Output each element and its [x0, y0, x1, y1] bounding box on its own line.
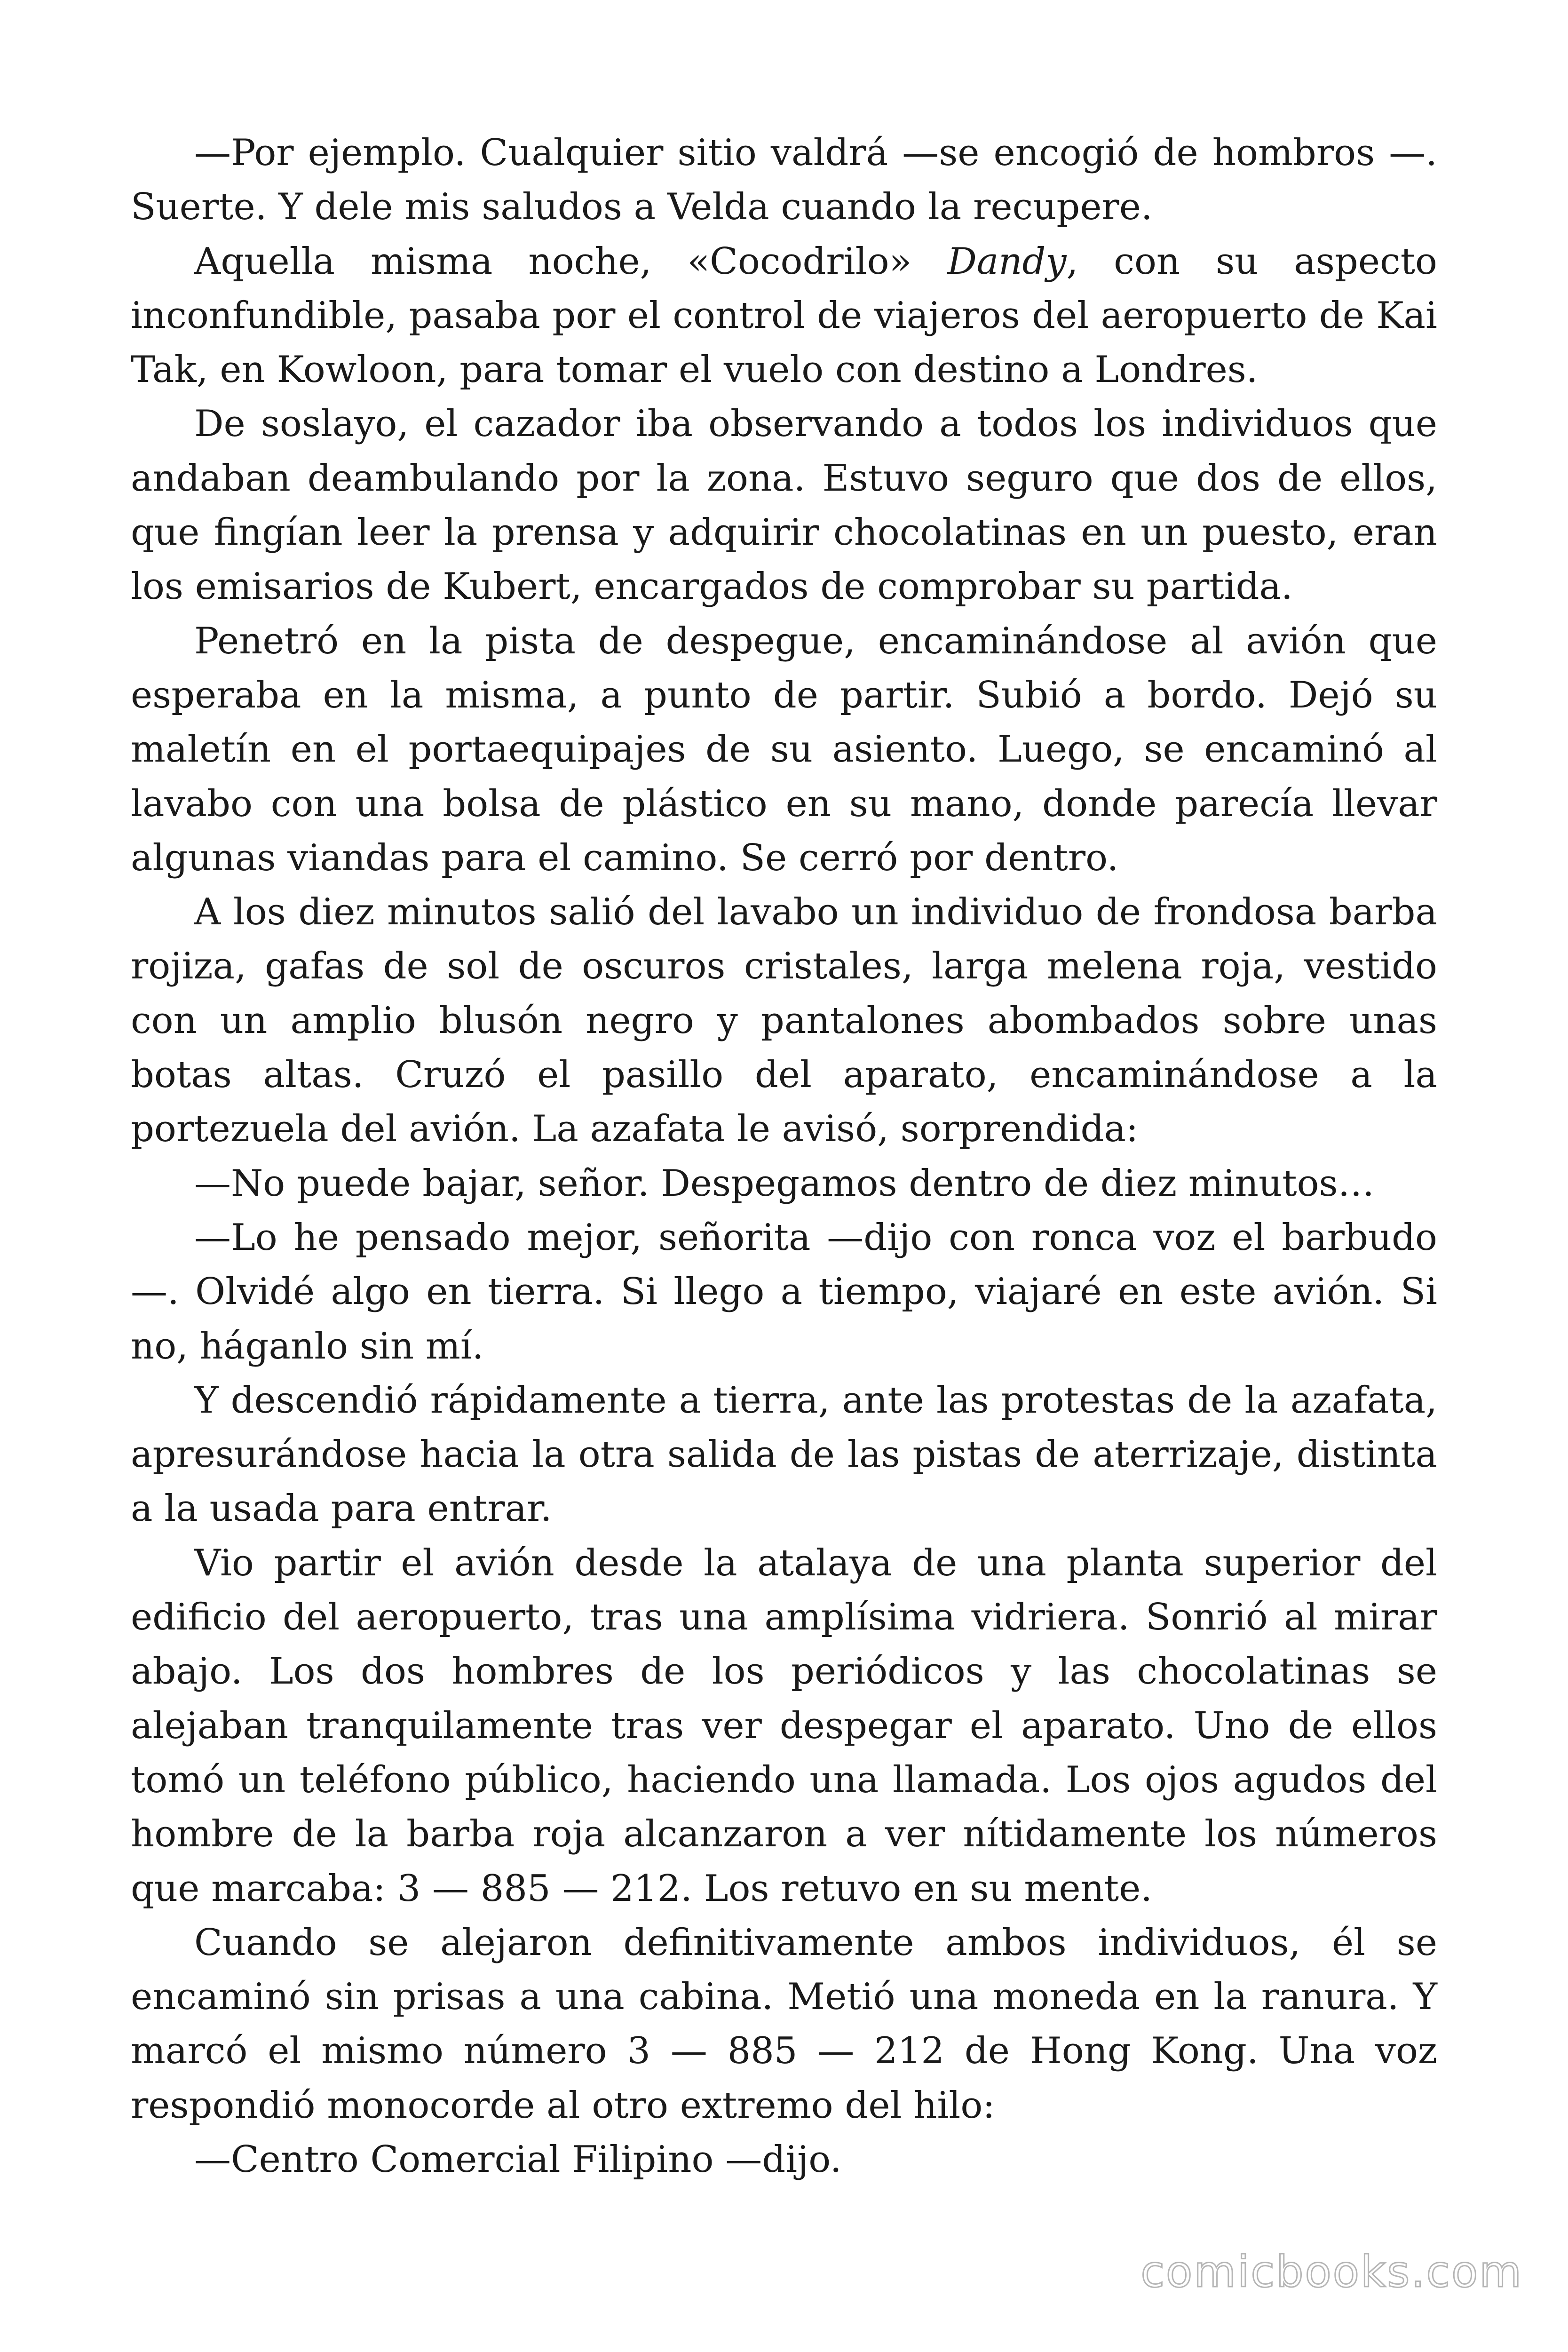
paragraph-8: Y descendió rápidamente a tierra, ante las protestas de la azafata, apresurándose hacia la otra salida de las pistas de aterrizaje, distinta a la usada para entrar. — [131, 1379, 1437, 1530]
paragraph-7: —Lo he pensado mejor, señorita —dijo con ronca voz el barbudo —. Olvidé algo en tierra. Si llego a tiempo, viajaré en este avión. Si no, háganlo sin mí. — [131, 1216, 1437, 1367]
paragraph-6: —No puede bajar, señor. Despegamos dentro de diez minutos… — [194, 1162, 1375, 1205]
paragraph-10: Cuando se alejaron definitivamente ambos individuos, él se encaminó sin prisas a una cabina. Metió una moneda en la ranura. Y marcó el mismo número 3 — 885 — 212 de Hong Kong. Una voz respondió monocorde al otro extremo del hilo: — [131, 1921, 1437, 2127]
paragraph-4: Penetró en la pista de despegue, encaminándose al avión que esperaba en la misma, a punto de partir. Subió a bordo. Dejó su maletín en el portaequipajes de su asiento. Luego, se encaminó al lavabo con una bolsa de plástico en su mano, donde parecía llevar algunas viandas para el camino. Se cerró por dentro. — [131, 620, 1437, 879]
paragraph-2-start: Aquella misma noche, «Cocodrilo» — [194, 240, 948, 283]
paragraph-11: —Centro Comercial Filipino —dijo. — [194, 2138, 842, 2181]
paragraph-2-italic: Dandy — [947, 240, 1067, 283]
paragraph-5: A los diez minutos salió del lavabo un individuo de frondosa barba rojiza, gafas de sol de oscuros cristales, larga melena roja, vestido con un amplio blusón negro y pantalones abombados sobre unas botas altas. Cruzó el pasillo del aparato, encaminándose a la portezuela del avión. La azafata le avisó, sorprendida: — [131, 891, 1437, 1151]
page-body — [131, 126, 1437, 2187]
paragraph-2-end: , con su aspecto inconfundible, pasaba por el control de viajeros del aeropuerto de Kai Tak, en Kowloon, para tomar el vuelo con destino a Londres. — [131, 240, 1437, 391]
paragraph-2 — [131, 235, 1437, 397]
paragraph-3: De soslayo, el cazador iba observando a todos los individuos que andaban deambulando por la zona. Estuvo seguro que dos de ellos, que fingían leer la prensa y adquirir chocolatinas en un puesto, eran los emisarios de Kubert, encargados de comprobar su partida. — [131, 403, 1437, 608]
watermark: comicbooks.com — [1140, 2247, 1523, 2297]
paragraph-1: —Por ejemplo. Cualquier sitio valdrá —se encogió de hombros —. Suerte. Y dele mis saludos a Velda cuando la recupere. — [131, 132, 1437, 229]
paragraph-9: Vio partir el avión desde la atalaya de una planta superior del edificio del aeropuerto, tras una amplísima vidriera. Sonrió al mirar abajo. Los dos hombres de los periódicos y las chocolatinas se alejaban tranquilamente tras ver despegar el aparato. Uno de ellos tomó un teléfono público, haciendo una llamada. Los ojos agudos del hombre de la barba roja alcanzaron a ver nítidamente los números que marcaba: 3 — 885 — 212. Los retuvo en su mente. — [131, 1542, 1437, 1910]
